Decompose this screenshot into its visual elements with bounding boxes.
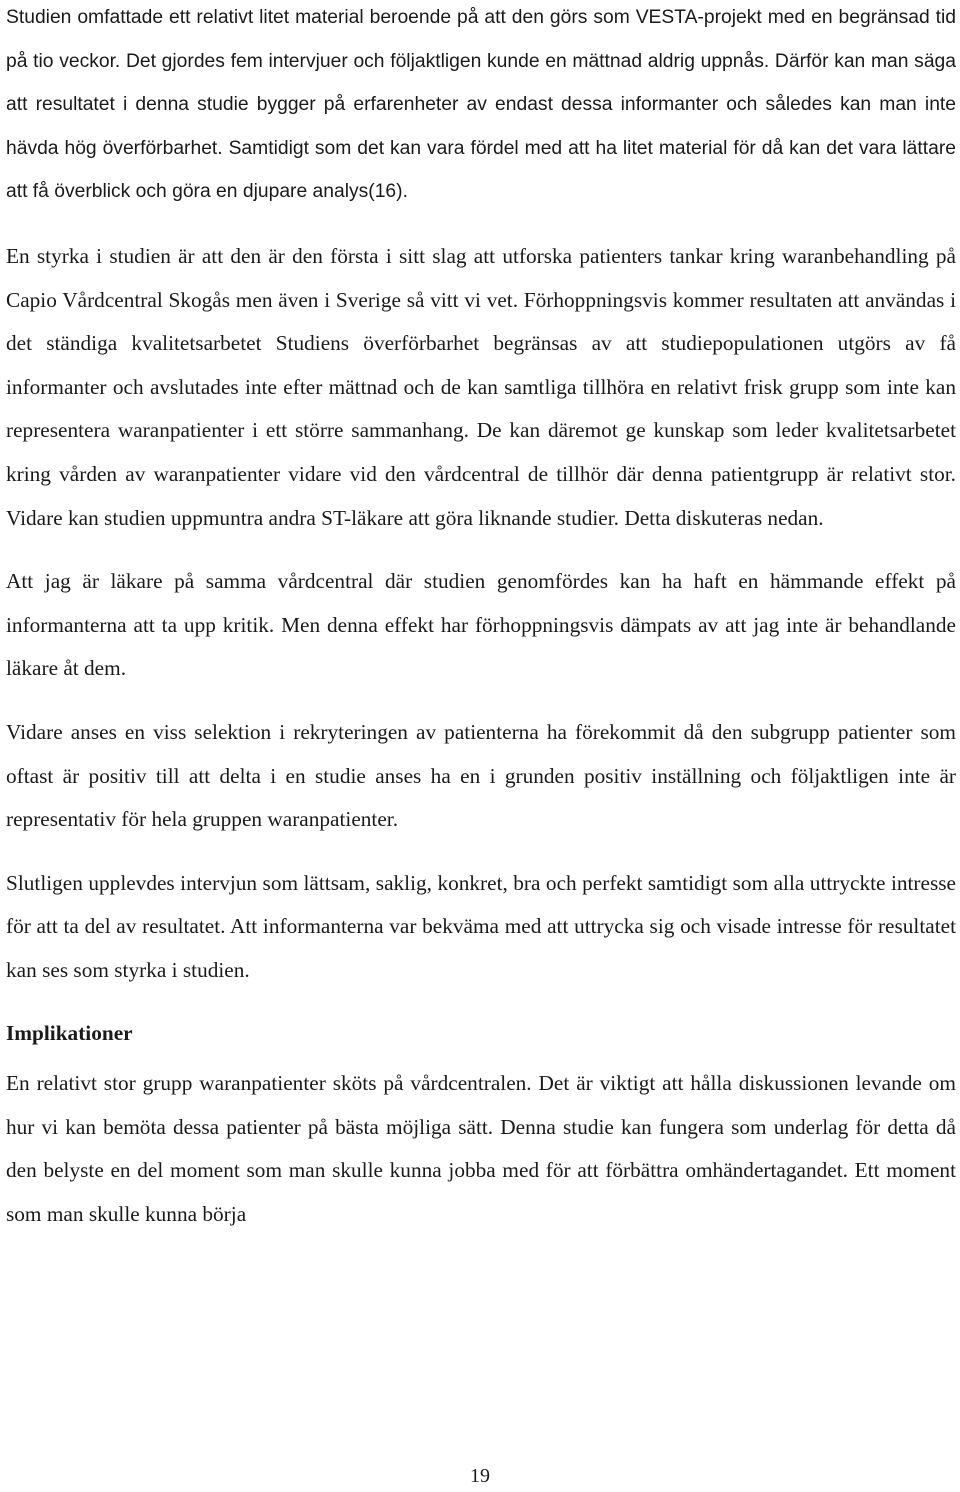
- paragraph-material-limitations: Studien omfattade ett relativt litet material beroende på att den görs som VESTA-projekt med en begränsad tid på tio veckor. Det gjordes fem intervjuer och följaktligen kunde en mättnad aldrig uppnås. Därför kan man säga att resultatet i denna studie bygger på erfarenheter av endast dessa informanter och således kan man inte hävda hög överförbarhet. Samtidigt som det kan vara fördel med att ha litet material för då kan det vara lättare att få överblick och göra en djupare analys(16).: [6, 7, 956, 203]
- paragraph-interview-experience: Slutligen upplevdes intervjun som lättsam, saklig, konkret, bra och perfekt samtidigt som alla uttryckte intresse för att ta del av resultatet. Att informanterna var bekväma med att uttrycka sig och visade intresse för resultatet kan ses som styrka i studien.: [6, 870, 956, 982]
- paragraph-implications: En relativt stor grupp waranpatienter sköts på vårdcentralen. Det är viktigt att hålla diskussionen levande om hur vi kan bemöta dessa patienter på bästa möjliga sätt. Denna studie kan fungera som underlag för detta då den belyste en del moment som man skulle kunna jobba med för att förbättra omhändertagandet. Ett moment som man skulle kunna börja: [6, 1071, 956, 1226]
- section-heading-implikationer: Implikationer: [6, 1021, 133, 1046]
- page-number: 19: [470, 1465, 490, 1487]
- paragraph-physician-bias: Att jag är läkare på samma vårdcentral där studien genomfördes kan ha haft en hämmande effekt på informanterna att ta upp kritik. Men denna effekt har förhoppningsvis dämpats av att jag inte är behandlande läkare åt dem.: [6, 569, 956, 681]
- paragraph-study-strength: En styrka i studien är att den är den första i sitt slag att utforska patienters tankar kring waranbehandling på Capio Vårdcentral Skogås men även i Sverige så vitt vi vet. Förhoppningsvis kommer resultaten att användas i det ständiga kvalitetsarbetet Studiens överförbarhet begränsas av att studiepopulationen utgörs av få informanter och avslutades inte efter mättnad och de kan samtliga tillhöra en relativt frisk grupp som inte kan representera waranpatienter i ett större sammanhang. De kan däremot ge kunskap som leder kvalitetsarbetet kring vården av waranpatienter vidare vid den vårdcentral de tillhör där denna patientgrupp är relativt stor. Vidare kan studien uppmuntra andra ST-läkare att göra liknande studier. Detta diskuteras nedan.: [6, 243, 956, 530]
- paragraph-selection-bias: Vidare anses en viss selektion i rekryteringen av patienterna ha förekommit då den subgrupp patienter som oftast är positiv till att delta i en studie anses ha en i grunden positiv inställning och följaktligen inte är representativ för hela gruppen waranpatienter.: [6, 719, 956, 832]
- document-body: [6, 0, 956, 1236]
